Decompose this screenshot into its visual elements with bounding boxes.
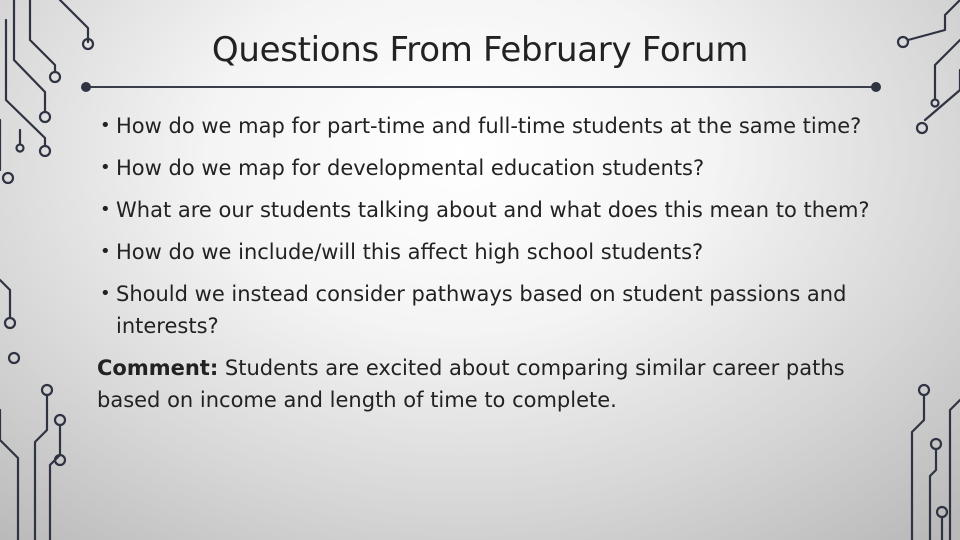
bullet-marker: •: [100, 115, 111, 136]
divider-right-dot: [871, 82, 881, 92]
bullet-item: [97, 236, 877, 268]
bullet-list: [97, 110, 877, 342]
bullet-text: Should we instead consider pathways based on student passions and interests?: [116, 282, 847, 338]
bullet-marker: •: [100, 199, 111, 220]
divider-left-dot: [81, 82, 91, 92]
comment-text: Students are excited about comparing similar career paths based on income and length of time to complete.: [97, 356, 845, 412]
bullet-item: [97, 194, 877, 226]
bullet-marker: •: [100, 241, 111, 262]
comment-label: Comment:: [97, 356, 219, 380]
comment-paragraph: [97, 352, 877, 416]
bullet-item: [97, 278, 877, 342]
bullet-text: What are our students talking about and what does this mean to them?: [116, 198, 870, 222]
bullet-item: [97, 152, 877, 184]
slide-title: Questions From February Forum: [211, 30, 749, 70]
bullet-text: How do we include/will this affect high school students?: [116, 240, 704, 264]
slide-content: [97, 110, 877, 416]
bullet-text: How do we map for part-time and full-time students at the same time?: [116, 114, 862, 138]
bullet-marker: •: [100, 157, 111, 178]
bullet-marker: •: [100, 283, 111, 304]
bullet-text: How do we map for developmental education students?: [116, 156, 705, 180]
bullet-item: [97, 110, 877, 142]
title-divider: [86, 86, 876, 88]
